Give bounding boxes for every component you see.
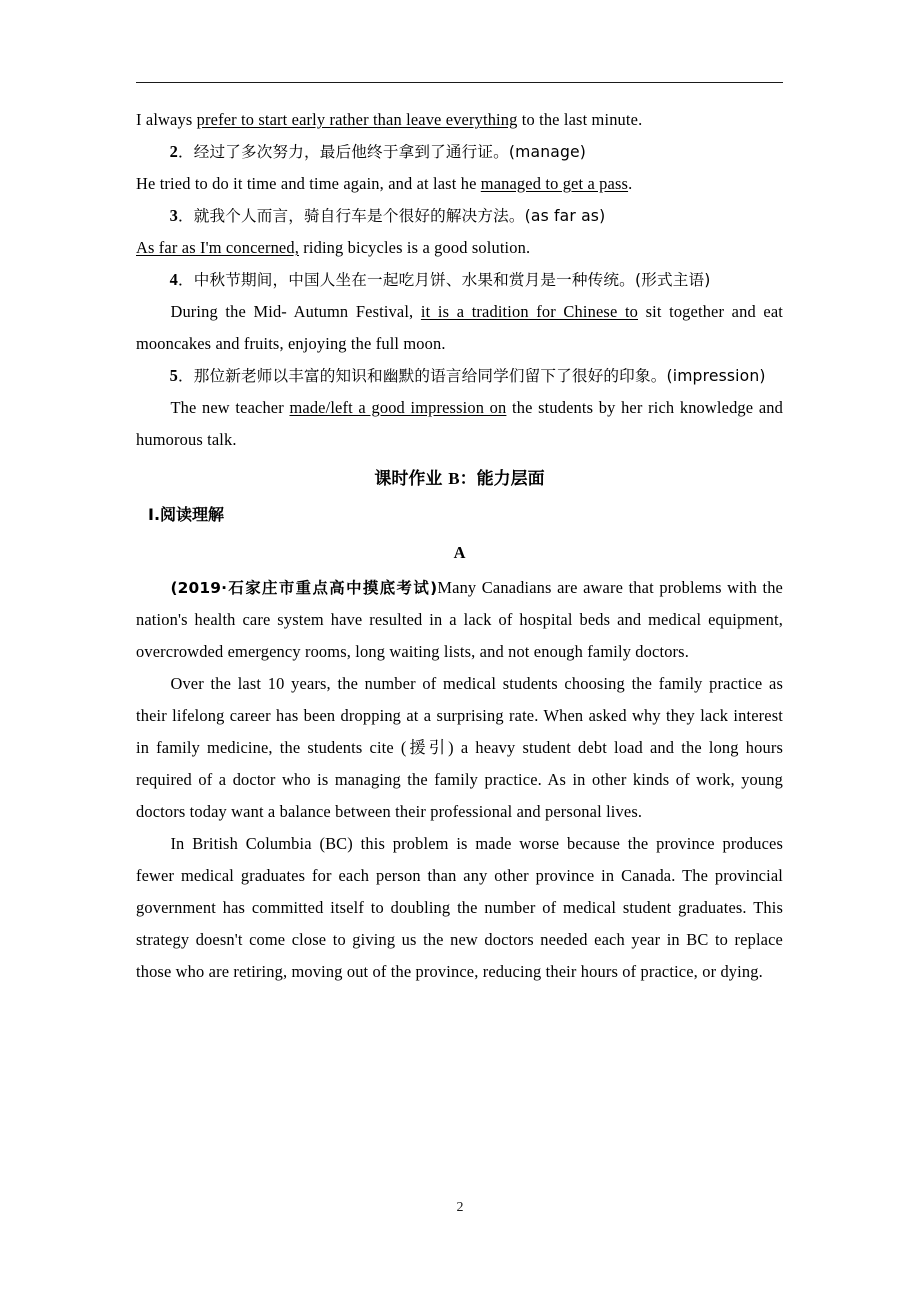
- exercise-2-number: 2: [169, 142, 178, 161]
- exercise-5-prompt-text: ．那位新老师以丰富的知识和幽默的语言给同学们留下了很好的印象。(impression): [177, 367, 766, 385]
- exercise-5-answer-post: the students by her rich knowledge and humorous talk.: [136, 398, 783, 449]
- passage-paragraph-2: Over the last 10 years, the number of medical students choosing the family practice as their lifelong career has been dropping at a surprising rate. When asked why they lack interest in family medicine, the students cite (援引) a heavy student debt load and the long hours required of a doctor who is managing the family practice. As in other kinds of work, young doctors today want a balance between their professional and personal lives.: [136, 674, 783, 821]
- exercise-1-answer-pre: I always: [136, 110, 197, 129]
- exercise-3-number: 3: [169, 206, 178, 225]
- passage-source: [170, 578, 437, 597]
- passage-label-a: A: [453, 543, 466, 562]
- exercise-1-answer-key: prefer to start early rather than leave everything: [196, 110, 518, 129]
- exercise-1-answer: [136, 104, 783, 136]
- section-heading: [136, 462, 783, 496]
- subsection-heading-reading: Ⅰ.阅读理解: [148, 505, 225, 524]
- exercise-4-answer-pre: During the Mid- Autumn Festival,: [170, 302, 421, 321]
- exercise-1-answer-post: to the last minute.: [517, 110, 643, 129]
- exercise-5-number: 5: [169, 366, 178, 385]
- exercise-4-number: 4: [169, 270, 178, 289]
- exercise-5-prompt: [136, 360, 783, 392]
- exercise-3-answer-key: As far as I'm concerned,: [136, 238, 299, 257]
- page-content: [136, 104, 783, 988]
- section-heading-suffix: ：能力层面: [459, 469, 545, 489]
- exercise-4-prompt-text: ．中秋节期间，中国人坐在一起吃月饼、水果和赏月是一种传统。(形式主语): [177, 271, 711, 289]
- exercise-2-answer: [136, 168, 783, 200]
- exercise-2-answer-key: managed to get a pass: [480, 174, 629, 193]
- passage-source-text: (2019·石家庄市重点高中摸底考试): [170, 579, 438, 597]
- exercise-2-answer-pre: He tried to do it time and time again, and at last he: [136, 174, 481, 193]
- exercise-5-answer: [136, 392, 783, 456]
- exercise-4-answer-key: it is a tradition for Chinese to: [420, 302, 639, 321]
- exercise-5-answer-pre: The new teacher: [170, 398, 290, 417]
- passage-paragraph-3: In British Columbia (BC) this problem is made worse because the province produces fewer medical graduates for each person than any other province in Canada. The provincial government has committed itself to doubling the number of medical student graduates. This strategy doesn't come close to giving us the new doctors needed each year in BC to replace those who are retiring, moving out of the province, reducing their hours of practice, or dying.: [136, 834, 783, 981]
- section-heading-prefix: 课时作业: [374, 469, 449, 489]
- exercise-2-prompt-text: ．经过了多次努力，最后他终于拿到了通行证。(manage): [177, 143, 587, 161]
- exercise-4-prompt: [136, 264, 783, 296]
- header-rule: [136, 82, 783, 83]
- section-heading-letter: B: [448, 469, 460, 488]
- exercise-3-answer-post: riding bicycles is a good solution.: [298, 238, 531, 257]
- exercise-5-answer-key: made/left a good impression on: [289, 398, 507, 417]
- exercise-2-answer-post: .: [628, 174, 633, 193]
- passage-paragraph-1-text: Many Canadians are aware that problems with the nation's health care system have resulted in a lack of hospital beds and medical equipment, overcrowded emergency rooms, long waiting lists, and not enough family doctors.: [136, 578, 783, 661]
- exercise-4-answer: [136, 296, 783, 360]
- exercise-3-prompt-text: ．就我个人而言，骑自行车是个很好的解决方法。(as far as): [177, 207, 606, 225]
- exercise-3-answer: [136, 232, 783, 264]
- exercise-4-answer-post: sit together and eat mooncakes and fruits, enjoying the full moon.: [136, 302, 783, 353]
- exercise-3-prompt: [136, 200, 783, 232]
- exercise-2-prompt: [136, 136, 783, 168]
- page-number: 2: [456, 1200, 464, 1215]
- passage-paragraph-1: [136, 572, 783, 668]
